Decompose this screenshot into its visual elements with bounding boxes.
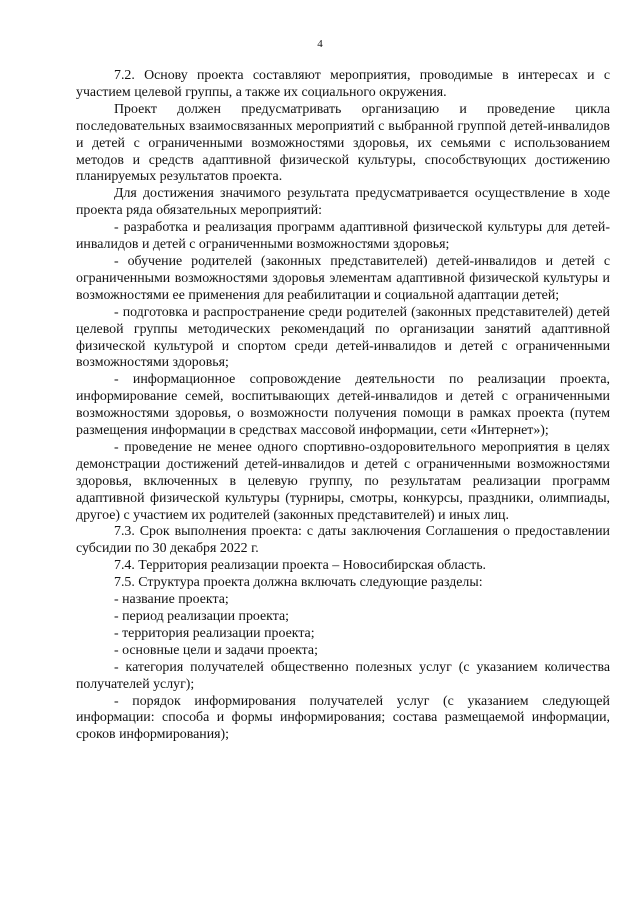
paragraph-7-5: 7.5. Структура проекта должна включать следующие разделы: [114, 575, 483, 591]
list-item-sports-event: - проведение не менее одного спортивно-оздоровительного мероприятия в целях демонстрации достижений детей-инвалидов и детей с ограниченными возможностями здоровья, включенных в целевую группу, по результатам реализации программ адаптивной физической культуры (турниры, смотры, конкурсы, праздники, олимпиады, другое) с участием их родителей (законных представителей) и иных лиц. [76, 439, 610, 523]
list-item-recipients: - категория получателей общественно полезных услуг (с указанием количества получателей услуг); [76, 659, 610, 692]
list-item-informing-procedure: - порядок информирования получателей услуг (с указанием следующей информации: способа и формы информирования; состава размещаемой информации, сроков информирования); [76, 693, 610, 743]
paragraph-7-2: 7.2. Основу проекта составляют мероприятия, проводимые в интересах и с участием целевой группы, а также их социального окружения. [76, 68, 610, 100]
list-item-goals: - основные цели и задачи проекта; [114, 642, 318, 658]
paragraph-project-requirements: Проект должен предусматривать организацию и проведение цикла последовательных взаимосвязанных мероприятий с выбранной группой детей-инвалидов и детей с ограниченными возможностями здоровья, их семьями с использованием методов и средств адаптивной физической культуры, способствующих достижению планируемых результатов проекта. [76, 101, 610, 185]
list-item-program-development: - разработка и реализация программ адаптивной физической культуры для детей-инвалидов и детей с ограниченными возможностями здоровья; [76, 220, 610, 253]
paragraph-7-4: 7.4. Территория реализации проекта – Новосибирская область. [114, 558, 487, 574]
list-item-period: - период реализации проекта; [114, 609, 290, 624]
page-number: 4 [317, 38, 323, 50]
list-item-methodical-recommendations: - подготовка и распространение среди родителей (законных представителей) детей целевой группы методических рекомендаций по организации занятий адаптивной физической культурой и спортом среди детей-инвалидов и детей с ограниченными возможностями здоровья; [76, 304, 610, 371]
list-item-territory: - территория реализации проекта; [114, 625, 315, 641]
paragraph-mandatory-activities: Для достижения значимого результата предусматривается осуществление в ходе проекта ряда обязательных мероприятий: [76, 186, 610, 219]
list-item-project-name: - название проекта; [114, 592, 229, 608]
list-item-parent-training: - обучение родителей (законных представителей) детей-инвалидов и детей с ограниченными возможностями здоровья элементам адаптивной физической культуры и возможностями ее применения для реабилитации и социальной адаптации детей; [76, 253, 610, 303]
document-body [76, 68, 610, 744]
list-item-information-support: - информационное сопровождение деятельности по реализации проекта, информирование семей, воспитывающих детей-инвалидов и детей с ограниченными возможностями здоровья, о возможности получения помощи в рамках проекта (путем размещения информации в средствах массовой информации, сети «Интернет»); [76, 372, 610, 439]
paragraph-7-3: 7.3. Срок выполнения проекта: с даты заключения Соглашения о предоставлении субсидии по 30 декабря 2022 г. [76, 524, 610, 557]
